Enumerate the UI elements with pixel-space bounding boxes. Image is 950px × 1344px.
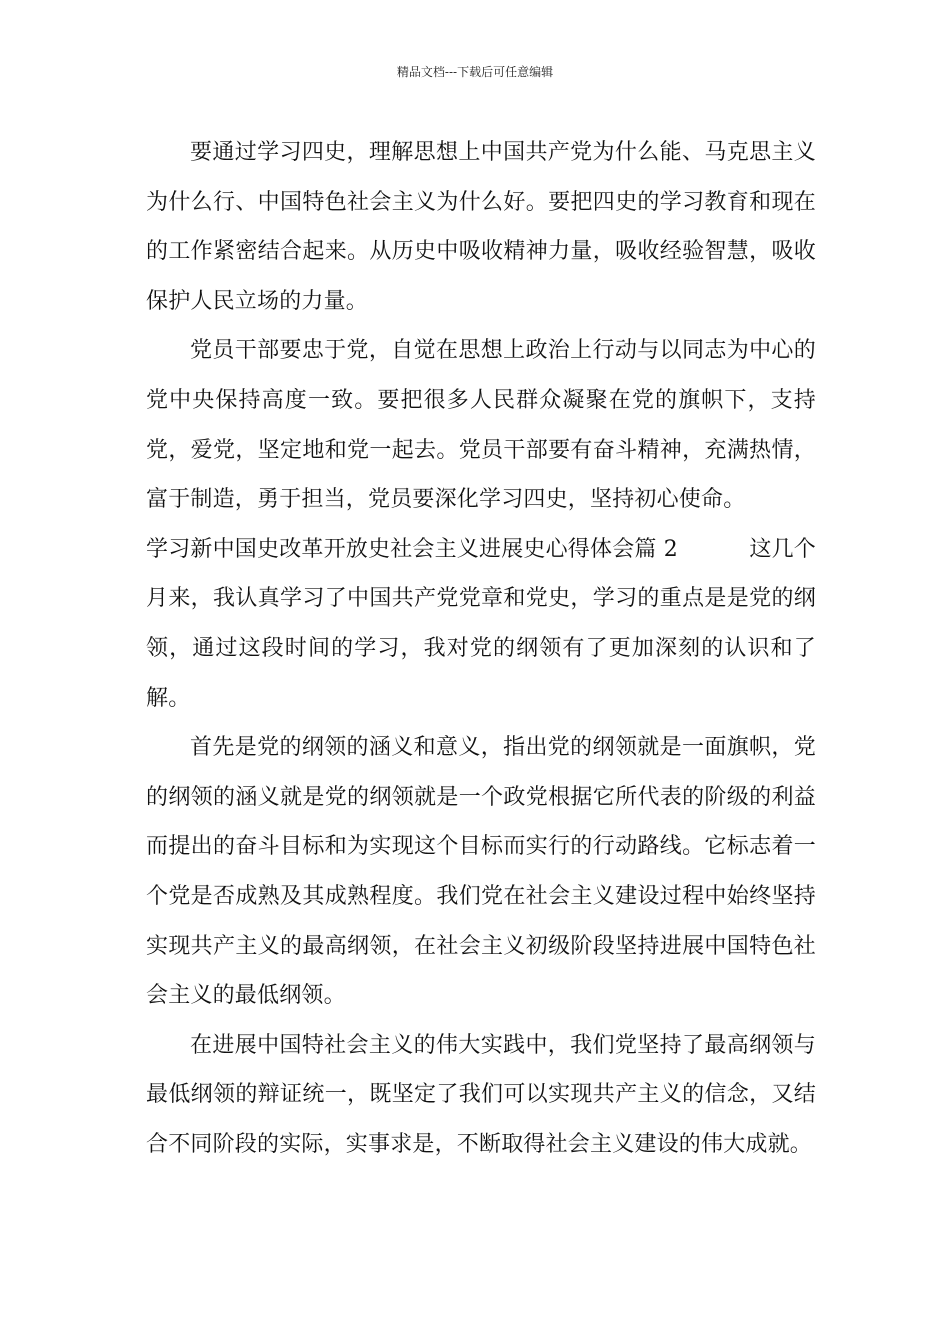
paragraph-4: 首先是党的纲领的涵义和意义，指出党的纲领就是一面旗帜，党的纲领的涵义就是党的纲领就是一个政党根据它所代表的阶级的利益而提出的奋斗目标和为实现这个目标而实行的行动路线。它标志着一个党是否成熟及其成熟程度。我们党在社会主义建设过程中始终坚持实现共产主义的最高纲领，在社会主义初级阶段坚持进展中国特色社会主义的最低纲领。: [146, 735, 816, 1009]
paragraph-2: 党员干部要忠于党，自觉在思想上政治上行动与以同志为中心的党中央保持高度一致。要把很多人民群众凝聚在党的旗帜下，支持党，爱党，坚定地和党一起去。党员干部要有奋斗精神，充满热情，富于制造，勇于担当，党员要深化学习四史，坚持初心使命。: [146, 338, 816, 513]
page-header: 精品文档---下载后可任意编辑: [396, 65, 554, 79]
paragraph-5: 在进展中国特社会主义的伟大实践中，我们党坚持了最高纲领与最低纲领的辩证统一，既坚定了我们可以实现共产主义的信念，又结合不同阶段的实际，实事求是，不断取得社会主义建设的伟大成就。: [146, 1032, 816, 1157]
paragraph-1: 要通过学习四史，理解思想上中国共产党为什么能、马克思主义为什么行、中国特色社会主义为什么好。要把四史的学习教育和现在的工作紧密结合起来。从历史中吸收精神力量，吸收经验智慧，吸收保护人民立场的力量。: [146, 140, 816, 314]
section-heading: 学习新中国史改革开放史社会主义进展史心得体会篇 2: [146, 536, 678, 562]
document-body: [146, 128, 816, 1169]
section-heading-continuation: 这几个: [749, 536, 816, 562]
paragraph-3: 月来，我认真学习了中国共产党党章和党史，学习的重点是是党的纲领，通过这段时间的学习，我对党的纲领有了更加深刻的认识和了解。: [146, 586, 816, 711]
section-heading-line: [146, 525, 816, 575]
